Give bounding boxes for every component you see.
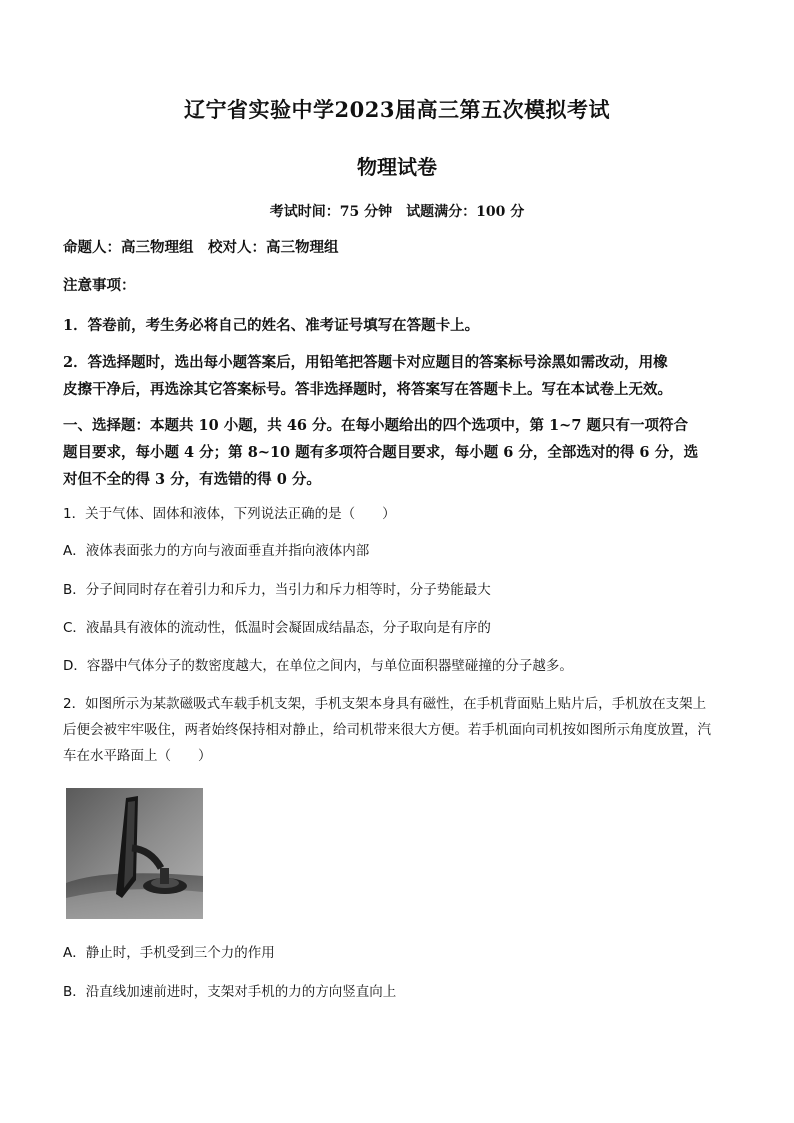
section-instruction: 一、选择题：本题共 10 小题，共 46 分。在每小题给出的四个选项中，第 1~7 题只有一项符合 [63,417,688,434]
question-1-option-d: D．容器中气体分子的数密度越大，在单位之间内，与单位面积器壁碰撞的分子越多。 [63,658,573,674]
note-item: 1．答卷前，考生务必将自己的姓名、准考证号填写在答题卡上。 [63,317,480,334]
section-instruction: 题目要求，每小题 4 分；第 8~10 题有多项符合题目要求，每小题 6 分，全部选对的得 6 分，选 [63,444,699,461]
section-instruction: 对但不全的得 3 分，有选错的得 0 分。 [63,471,321,488]
question-2-stem: 后便会被牢牢吸住，两者始终保持相对静止，给司机带来很大方便。若手机面向司机按如图所示角度放置，汽 [63,722,711,738]
question-1-option-b: B．分子间同时存在着引力和斥力，当引力和斥力相等时，分子势能最大 [63,582,491,598]
phone-holder-photo [66,788,203,919]
question-1-option-a: A．液体表面张力的方向与液面垂直并指向液体内部 [63,543,370,559]
exam-title: 辽宁省实验中学2023届高三第五次模拟考试 [184,97,610,122]
note-item: 皮擦干净后，再选涂其它答案标号。答非选择题时，将答案写在答题卡上。写在本试卷上无效。 [63,381,672,398]
question-2-stem: 车在水平路面上（ ） [63,748,212,764]
question-1-stem: 1．关于气体、固体和液体，下列说法正确的是（ ） [63,506,396,522]
authors-line: 命题人：高三物理组 校对人：高三物理组 [63,239,339,256]
exam-subtitle: 物理试卷 [357,155,437,179]
notes-heading: 注意事项： [63,277,136,294]
question-2-option-a: A．静止时，手机受到三个力的作用 [63,945,275,961]
question-2-option-b: B．沿直线加速前进时，支架对手机的力的方向竖直向上 [63,984,397,1000]
exam-info: 考试时间：75 分钟 试题满分：100 分 [269,204,525,220]
question-2-stem: 2．如图所示为某款磁吸式车载手机支架，手机支架本身具有磁性，在手机背面贴上贴片后，手机放在支架上 [63,696,707,712]
note-item: 2．答选择题时，选出每小题答案后，用铅笔把答题卡对应题目的答案标号涂黑如需改动，用橡 [63,354,668,371]
question-1-option-c: C．液晶具有液体的流动性，低温时会凝固成结晶态，分子取向是有序的 [63,620,491,636]
